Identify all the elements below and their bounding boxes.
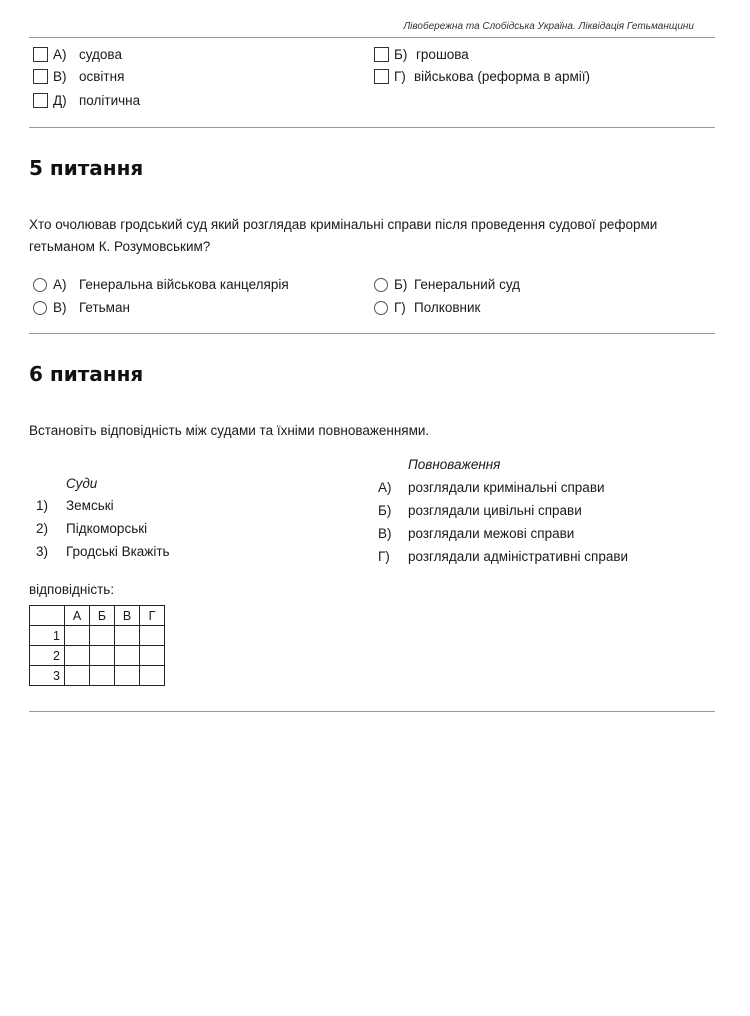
power-item: А) розглядали кримінальні справи <box>378 480 605 495</box>
grid-cell[interactable] <box>90 646 115 666</box>
court-item: 2) Підкоморські <box>36 521 148 536</box>
grid-cell[interactable] <box>90 666 115 686</box>
checkbox[interactable] <box>33 69 48 84</box>
checkbox[interactable] <box>374 69 389 84</box>
grid-column-header: В <box>115 606 140 626</box>
grid-corner <box>30 606 65 626</box>
checkbox[interactable] <box>33 47 48 62</box>
grid-cell[interactable] <box>90 626 115 646</box>
q4-option-a[interactable]: А) судова <box>33 47 122 62</box>
q5-option-a[interactable]: А) Генеральна військова канцелярія <box>33 277 289 292</box>
radio-button[interactable] <box>33 278 47 292</box>
grid-cell[interactable] <box>140 666 165 686</box>
checkbox[interactable] <box>374 47 389 62</box>
grid-row-header: 3 <box>30 666 65 686</box>
answer-grid <box>29 605 165 686</box>
q4-option-g[interactable]: Г) військова (реформа в армії) <box>374 69 590 84</box>
court-item: 3) Гродські Вкажіть <box>36 544 170 559</box>
grid-cell[interactable] <box>65 626 90 646</box>
courts-column-header: Суди <box>66 476 98 491</box>
q4-option-d[interactable]: Д) політична <box>33 93 140 108</box>
court-item: 1) Земські <box>36 498 114 513</box>
divider <box>29 127 715 128</box>
question-6-text: Встановіть відповідність між судами та їхніми повноваженнями. <box>29 423 430 438</box>
powers-column-header: Повноваження <box>408 457 501 472</box>
q5-option-g[interactable]: Г) Полковник <box>374 300 480 315</box>
grid-cell[interactable] <box>115 646 140 666</box>
grid-cell[interactable] <box>115 626 140 646</box>
q4-option-b[interactable]: Б) грошова <box>374 47 469 62</box>
running-header: Лівобережна та Слобідська Україна. Ліквідація Гетьманщини <box>403 21 694 32</box>
divider <box>29 37 715 38</box>
radio-button[interactable] <box>374 278 388 292</box>
power-item: В) розглядали межові справи <box>378 526 575 541</box>
grid-column-header: А <box>65 606 90 626</box>
q5-option-v[interactable]: В) Гетьман <box>33 300 130 315</box>
grid-cell[interactable] <box>140 646 165 666</box>
question-5-text: Хто очолював гродський суд який розглядав кримінальні справи після проведення судової реформи гетьманом К. Розумовським? <box>29 217 658 254</box>
power-item: Б) розглядали цивільні справи <box>378 503 582 518</box>
grid-cell[interactable] <box>115 666 140 686</box>
q5-option-b[interactable]: Б) Генеральний суд <box>374 277 520 292</box>
divider <box>29 711 715 712</box>
checkbox[interactable] <box>33 93 48 108</box>
grid-row-header: 2 <box>30 646 65 666</box>
grid-column-header: Б <box>90 606 115 626</box>
q4-option-v[interactable]: В) освітня <box>33 69 124 84</box>
grid-cell[interactable] <box>140 626 165 646</box>
divider <box>29 333 715 334</box>
question-6-title: 6 питання <box>29 362 144 386</box>
grid-cell[interactable] <box>65 666 90 686</box>
question-5-title: 5 питання <box>29 156 144 180</box>
answer-label: відповідність: <box>29 582 115 597</box>
grid-column-header: Г <box>140 606 165 626</box>
radio-button[interactable] <box>374 301 388 315</box>
radio-button[interactable] <box>33 301 47 315</box>
grid-cell[interactable] <box>65 646 90 666</box>
power-item: Г) розглядали адміністративні справи <box>378 549 629 564</box>
grid-row-header: 1 <box>30 626 65 646</box>
